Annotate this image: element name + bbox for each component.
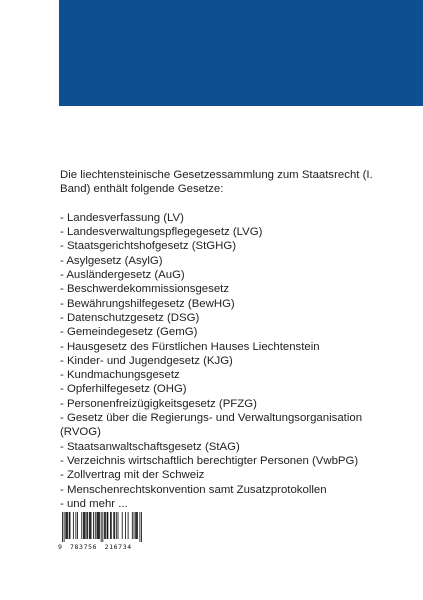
barcode-bar: [62, 512, 63, 542]
barcode-bar: [85, 512, 86, 539]
barcode-bar: [98, 512, 99, 539]
law-list-item: - Bewährungshilfegesetz (BewHG): [60, 297, 235, 310]
law-list-item: - Menschenrechtskonvention samt Zusatzprotokollen: [60, 483, 327, 496]
barcode-bar: [118, 512, 119, 539]
back-cover-text: [60, 168, 390, 511]
barcode-bar: [114, 512, 115, 539]
barcode-bars: [62, 512, 142, 542]
barcode-bar: [135, 512, 136, 539]
barcode-bar: [66, 512, 67, 539]
barcode-bar: [65, 512, 66, 539]
barcode-bar: [137, 512, 138, 539]
law-list-item: - und mehr ...: [60, 497, 128, 510]
barcode-bar: [89, 512, 90, 539]
law-list-item: - Verzeichnis wirtschaftlich berechtigter Personen (VwbPG): [60, 454, 359, 467]
law-list-item: - Datenschutzgesetz (DSG): [60, 311, 200, 324]
barcode-bar: [107, 512, 108, 539]
barcode-bar: [122, 512, 123, 539]
barcode-bar: [113, 512, 114, 539]
isbn-barcode: [58, 512, 144, 558]
barcode-bar: [107, 512, 108, 539]
law-list-item: - Landesverfassung (LV): [60, 211, 184, 224]
barcode-bar: [136, 512, 137, 539]
law-list-item: - Gemeindegesetz (GemG): [60, 326, 198, 339]
law-list-item: - Personenfreizügigkeitsgesetz (PFZG): [60, 397, 257, 410]
barcode-bar: [90, 512, 91, 539]
barcode-bar: [132, 512, 133, 539]
law-list-item: - Kundmachungsgesetz: [60, 369, 180, 382]
barcode-bar: [77, 512, 78, 539]
barcode-bar: [87, 512, 88, 539]
law-list-item: - Kinder- und Jugendgesetz (KJG): [60, 354, 233, 367]
barcode-bar: [110, 512, 111, 539]
law-list-item: - Asylgesetz (AsylG): [60, 254, 163, 267]
law-list-item: - Staatsgerichtshofgesetz (StGHG): [60, 240, 236, 253]
barcode-bar: [70, 512, 71, 539]
barcode-digit-group: 9: [58, 543, 63, 551]
barcode-bar: [101, 512, 102, 542]
barcode-bar: [95, 512, 96, 539]
barcode-bar: [84, 512, 85, 539]
barcode-bar: [67, 512, 68, 539]
barcode-bar: [99, 512, 100, 539]
barcode-bar: [64, 512, 65, 542]
barcode-bar: [91, 512, 92, 539]
barcode-bar: [128, 512, 129, 539]
barcode-digits: [58, 543, 144, 551]
law-list-item: - Ausländergesetz (AuG): [60, 269, 185, 282]
cover-color-panel: [59, 0, 423, 106]
barcode-bar: [75, 512, 76, 539]
law-list: [60, 211, 390, 511]
law-list-item: - Hausgesetz des Fürstlichen Hauses Liechtenstein: [60, 340, 320, 353]
law-list-item: - Zollvertrag mit der Schweiz: [60, 469, 205, 482]
barcode-bar: [104, 512, 105, 539]
barcode-digit-group: 216734: [104, 543, 132, 551]
barcode-bar: [125, 512, 126, 539]
barcode-bar: [86, 512, 87, 539]
barcode-bar: [83, 512, 84, 539]
intro-text: Die liechtensteinische Gesetzessammlung zum Staatsrecht (I. Band) enthält folgende Gesetze:: [60, 169, 373, 196]
barcode-bar: [81, 512, 82, 539]
barcode-bar: [97, 512, 98, 539]
barcode-digit-group: 783756: [70, 543, 98, 551]
barcode-bar: [73, 512, 74, 539]
barcode-bar: [102, 512, 103, 542]
barcode-bar: [93, 512, 94, 539]
law-list-item: - Staatsanwaltschaftsgesetz (StAG): [60, 440, 240, 453]
law-list-item: - Beschwerdekommissionsgesetz: [60, 283, 230, 296]
barcode-bar: [97, 512, 98, 539]
barcode-bar: [111, 512, 112, 539]
barcode-bar: [141, 512, 142, 542]
barcode-bar: [116, 512, 117, 539]
law-list-item: - Gesetz über die Regierungs- und Verwaltungsorganisation (RVOG): [60, 412, 363, 439]
law-list-item: - Landesverwaltungspflegegesetz (LVG): [60, 226, 263, 239]
barcode-bar: [69, 512, 70, 539]
law-list-item: - Opferhilfegesetz (OHG): [60, 383, 187, 396]
barcode-bar: [134, 512, 135, 539]
barcode-bar: [105, 512, 106, 539]
barcode-bar: [139, 512, 140, 542]
